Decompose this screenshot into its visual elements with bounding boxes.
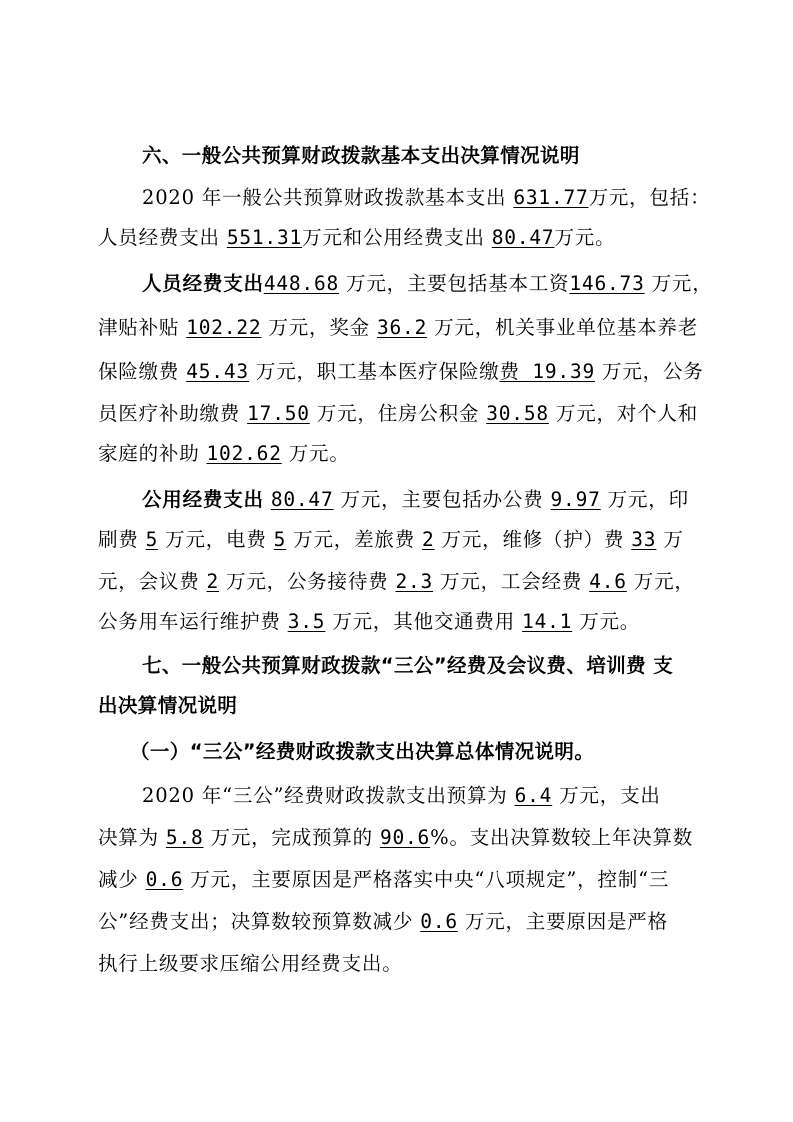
value: 631.77 [513, 186, 589, 209]
value: 448.68 [263, 272, 340, 295]
text: 元，会议费 [98, 570, 207, 593]
paragraph-line [98, 572, 695, 592]
text: 万元，印 [600, 488, 689, 511]
text: 万 [656, 528, 684, 551]
paragraph-line [142, 188, 710, 208]
value: 146.73 [569, 272, 645, 295]
text: 万元，电费 [158, 528, 274, 551]
value: 80.47 [270, 488, 334, 511]
value: 5.8 [165, 826, 204, 849]
value: 2.3 [395, 570, 434, 593]
value: 2 [206, 570, 220, 593]
value: 102.22 [186, 316, 262, 339]
text: 公”经费支出；决算数较预算数减少 [98, 910, 421, 933]
value: 45.43 [186, 360, 249, 383]
text: 刷费 [98, 528, 146, 551]
text: 万元。 [281, 442, 350, 465]
paragraph-line [98, 318, 698, 338]
text: 决算为 [98, 826, 166, 849]
value: 80.47 [491, 226, 555, 249]
paragraph-line [142, 786, 661, 806]
text: 万元，公务接待费 [219, 570, 396, 593]
section7-heading-line1: 七、一般公共预算财政拨款“三公”经费及会议费、培训费 支 [142, 654, 674, 677]
value: 9.97 [550, 488, 601, 511]
value: 14.1 [522, 610, 573, 633]
text: 津贴补贴 [98, 316, 187, 339]
value: 90.6 [379, 826, 431, 849]
public-expense-label: 公用经费支出 [142, 488, 264, 511]
text: 万元，主要原因是严格落实中央“八项规定”，控制“三 [183, 868, 670, 891]
text: 万元，公务 [595, 360, 704, 383]
paragraph-line [98, 828, 693, 848]
paragraph-line [142, 490, 689, 510]
text: 万元，对个人和 [548, 402, 699, 425]
value: 6.4 [514, 784, 553, 807]
paragraph-line [98, 870, 669, 890]
value: 费 19.39 [499, 360, 596, 383]
text: 万元，工会经费 [433, 570, 590, 593]
text: 万元， [626, 570, 695, 593]
text: 公务用车运行维护费 [98, 610, 288, 633]
paragraph-line [98, 954, 403, 974]
text [264, 488, 271, 511]
section7-heading-line2: 出决算情况说明 [98, 694, 238, 717]
paragraph-line [98, 228, 615, 248]
value: 17.50 [247, 402, 310, 425]
section6-heading: 六、一般公共预算财政拨款基本支出决算情况说明 [142, 144, 580, 167]
text: 万元，主要包括办公费 [333, 488, 551, 511]
value: 5 [273, 528, 287, 551]
text: 万元和公用经费支出 [302, 226, 492, 249]
text: 人员经费支出 [98, 226, 227, 249]
text: 万元，包括： [588, 186, 711, 209]
subsection-heading: （一）“三公”经费财政拨款支出决算总体情况说明。 [130, 740, 595, 763]
paragraph-line [98, 444, 350, 464]
personnel-label: 人员经费支出 [142, 272, 264, 295]
text: 万元，主要包括基本工资 [339, 272, 570, 295]
text: 万元， [644, 272, 713, 295]
value: 551.31 [226, 226, 303, 249]
paragraph-line [98, 612, 640, 632]
text: 万元，差旅费 [286, 528, 423, 551]
value: 4.6 [589, 570, 627, 593]
value: 0.6 [420, 910, 458, 933]
text: 员医疗补助缴费 [98, 402, 248, 425]
paragraph-line [98, 404, 698, 424]
text: 保险缴费 [98, 360, 187, 383]
text: 2020 年“三公”经费财政拨款支出预算为 [142, 784, 515, 807]
text: 万元，主要原因是严格 [457, 910, 668, 933]
value: 3.5 [287, 610, 326, 633]
text: 2020 年一般公共预算财政拨款基本支出 [142, 186, 514, 209]
text: 减少 [98, 868, 146, 891]
text: 万元。 [554, 226, 616, 249]
text: 万元，机关事业单位基本养老 [427, 316, 699, 339]
text: 万元，维修（护）费 [434, 528, 632, 551]
text: 万元。 [572, 610, 641, 633]
text: %。支出决算数较上年决算数 [430, 826, 694, 849]
value: 102.62 [206, 442, 282, 465]
text: 万元，其他交通费用 [325, 610, 523, 633]
value: 5 [145, 528, 159, 551]
value: 0.6 [145, 868, 184, 891]
paragraph-line [142, 274, 713, 294]
text: 执行上级要求压缩公用经费支出。 [98, 952, 403, 975]
paragraph-line [98, 912, 668, 932]
value: 30.58 [486, 402, 549, 425]
value: 36.2 [376, 316, 428, 339]
text: 万元，奖金 [261, 316, 377, 339]
text: 万元，完成预算的 [203, 826, 380, 849]
text: 万元，职工基本医疗保险缴 [248, 360, 500, 383]
text: 万元，支出 [552, 784, 661, 807]
paragraph-line [98, 362, 704, 382]
text: 万元，住房公积金 [309, 402, 487, 425]
value: 2 [422, 528, 435, 551]
paragraph-line [98, 530, 684, 550]
text: 家庭的补助 [98, 442, 207, 465]
value: 33 [631, 528, 657, 551]
